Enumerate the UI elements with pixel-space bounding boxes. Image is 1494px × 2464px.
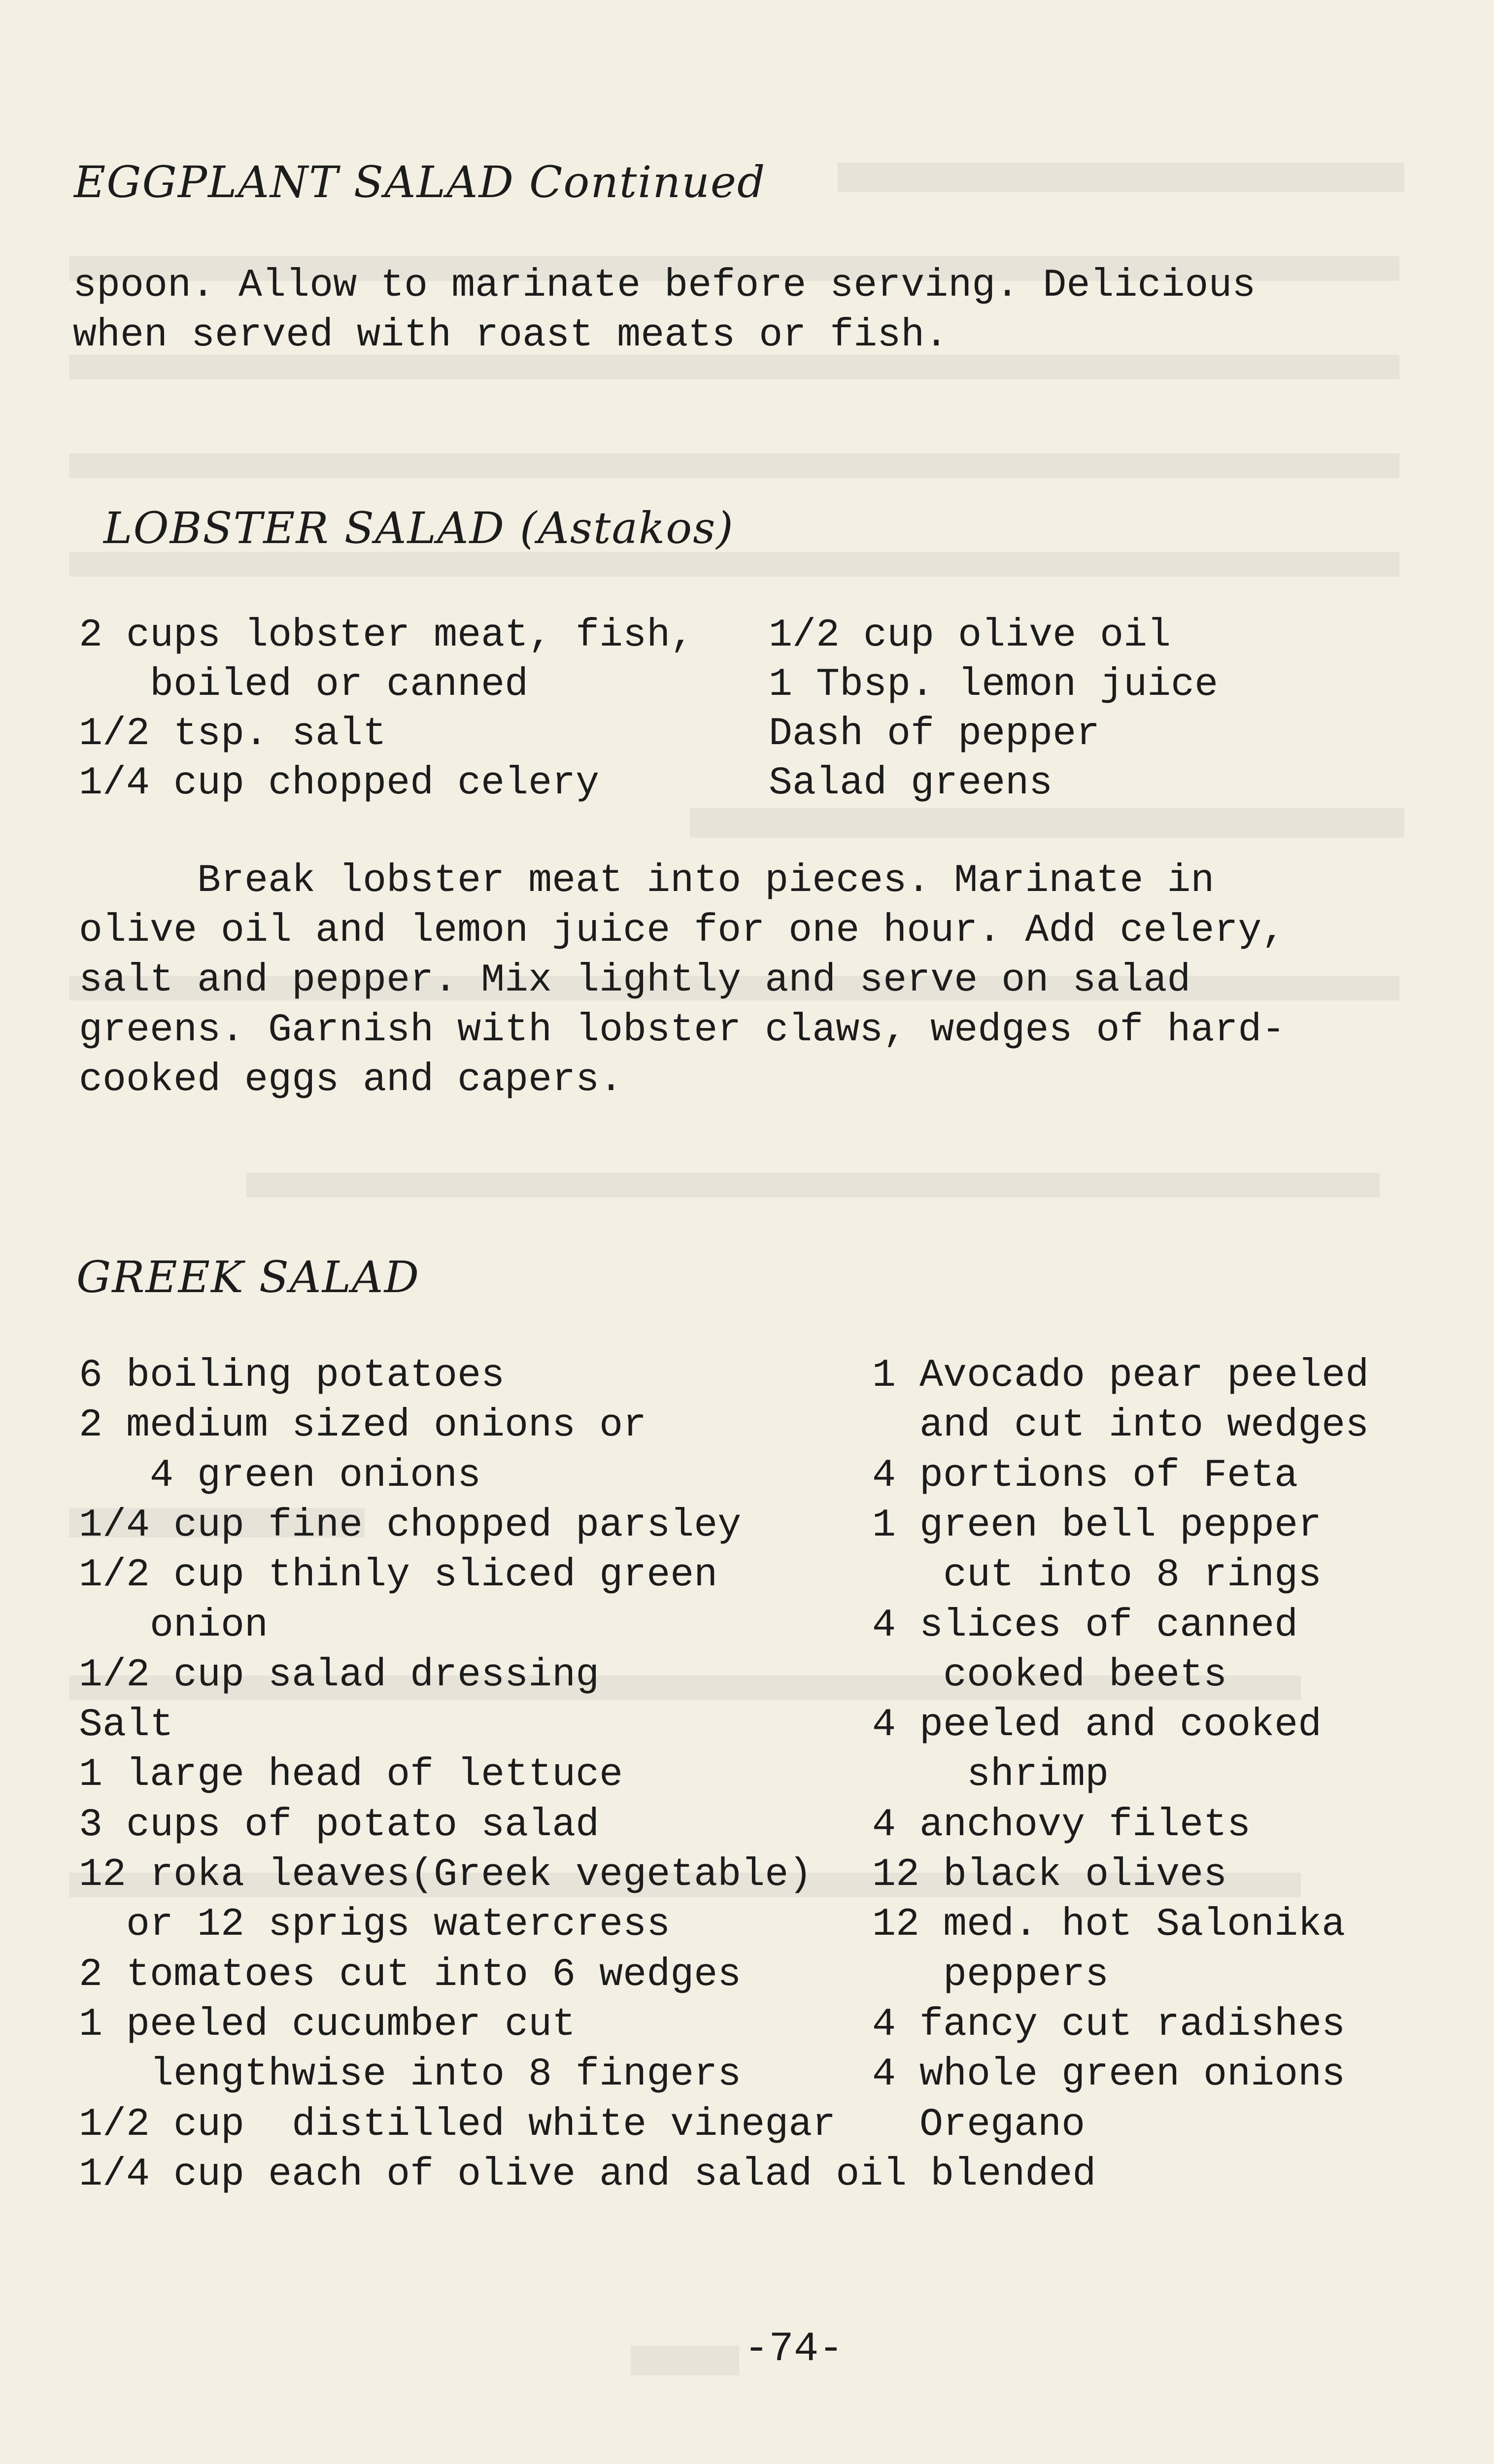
ingredient-line: 1 green bell pepper <box>872 1503 1322 1548</box>
ingredient-line: or 12 sprigs watercress <box>79 1902 671 1947</box>
method-line: cooked eggs and capers. <box>79 1058 623 1102</box>
ingredient-line: 4 peeled and cooked <box>872 1703 1322 1747</box>
ingredient-line: and cut into wedges <box>872 1403 1369 1448</box>
greek-heading: GREEK SALAD <box>76 1252 420 1302</box>
ingredient-line: boiled or canned <box>79 662 529 707</box>
ingredient-line: peppers <box>872 1952 1109 1997</box>
method-line: olive oil and lemon juice for one hour. Add celery, <box>79 908 1286 953</box>
ingredient-line: cut into 8 rings <box>872 1553 1322 1598</box>
ingredient-line: 4 fancy cut radishes <box>872 2002 1346 2047</box>
ingredient-line: 1/2 cup thinly sliced green <box>79 1553 718 1598</box>
ingredient-line: 4 whole green onions <box>872 2052 1346 2097</box>
ingredient-line: cooked beets <box>872 1653 1227 1698</box>
ingredient-line: 2 cups lobster meat, fish, <box>79 613 694 658</box>
text-line: when served with roast meats or fish. <box>73 313 949 358</box>
ingredient-line: 1 Tbsp. lemon juice <box>769 662 1219 707</box>
ingredient-line: 1 large head of lettuce <box>79 1752 623 1797</box>
ingredient-line: 2 medium sized onions or <box>79 1403 647 1448</box>
ingredient-line: 4 slices of canned <box>872 1603 1298 1648</box>
ingredient-line: lengthwise into 8 fingers <box>79 2052 742 2097</box>
ingredient-line: shrimp <box>872 1752 1109 1797</box>
ingredient-line: Oregano <box>872 2102 1086 2147</box>
ingredient-line: 1/4 cup chopped celery <box>79 761 600 806</box>
method-line: greens. Garnish with lobster claws, wedges of hard- <box>79 1008 1286 1053</box>
ingredient-line: 4 anchovy filets <box>872 1803 1251 1848</box>
ingredient-line: onion <box>79 1603 269 1648</box>
eggplant-heading: EGGPLANT SALAD Continued <box>74 157 766 207</box>
ingredient-line: 6 boiling potatoes <box>79 1353 505 1398</box>
ingredient-line: 1 peeled cucumber cut <box>79 2002 576 2047</box>
ingredient-line: 2 tomatoes cut into 6 wedges <box>79 1952 742 1997</box>
lobster-heading: LOBSTER SALAD (Astakos) <box>103 503 734 553</box>
ingredient-line: 1 Avocado pear peeled <box>872 1353 1369 1398</box>
ingredient-line: 1/4 cup each of olive and salad oil blended <box>79 2152 1096 2197</box>
ingredient-line: 1/2 cup olive oil <box>769 613 1171 658</box>
page-number: -74- <box>744 2326 844 2373</box>
ingredient-line: 12 med. hot Salonika <box>872 1902 1346 1947</box>
ingredient-line: 4 portions of Feta <box>872 1453 1298 1498</box>
ingredient-line: 4 green onions <box>79 1453 481 1498</box>
ingredient-line: Salad greens <box>769 761 1053 806</box>
method-line: Break lobster meat into pieces. Marinate in <box>79 858 1215 903</box>
method-line: salt and pepper. Mix lightly and serve on salad <box>79 958 1191 1003</box>
ingredient-line: 1/2 cup distilled white vinegar <box>79 2102 836 2147</box>
ingredient-line: 1/2 cup salad dressing <box>79 1653 600 1698</box>
ingredient-line: 12 black olives <box>872 1852 1227 1897</box>
ingredient-line: 1/4 cup fine chopped parsley <box>79 1503 742 1548</box>
text-line: spoon. Allow to marinate before serving. Delicious <box>73 263 1256 308</box>
ingredient-line: Salt <box>79 1703 174 1747</box>
ingredient-line: 1/2 tsp. salt <box>79 712 387 756</box>
ingredient-line: 12 roka leaves(Greek vegetable) <box>79 1852 813 1897</box>
ingredient-line: 3 cups of potato salad <box>79 1803 600 1848</box>
ingredient-line: Dash of pepper <box>769 712 1100 756</box>
